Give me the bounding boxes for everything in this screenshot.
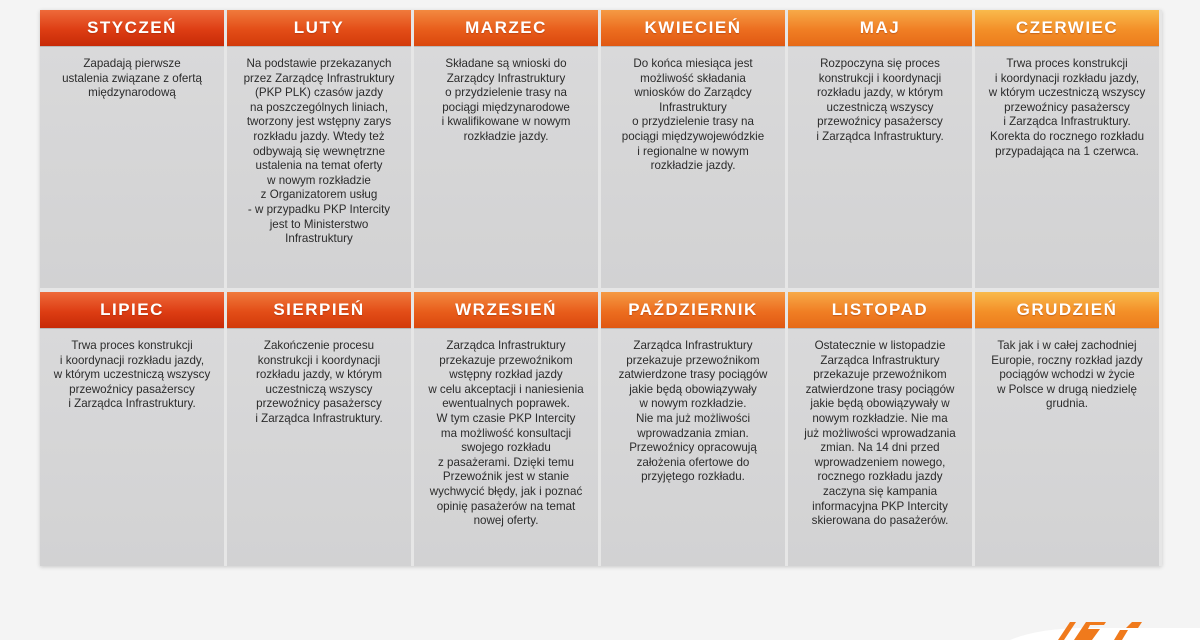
month-header-october: PAŹDZIERNIK (601, 292, 785, 328)
month-description-july: Trwa proces konstrukcji i koordynacji rozkładu jazdy, w którym uczestniczą wszyscy przewoźnicy pasażerscy i Zarządca Infrastruktury. (40, 328, 224, 566)
month-header-april: KWIECIEŃ (601, 10, 785, 46)
month-column-july (40, 292, 224, 566)
month-description-june: Trwa proces konstrukcji i koordynacji rozkładu jazdy, w którym uczestniczą wszyscy przewoźnicy pasażerscy i Zarządca Infrastruktury. Korekta do rocznego rozkładu przypadająca na 1 czerwca. (975, 46, 1159, 288)
month-column-january (40, 10, 224, 288)
month-header-november: LISTOPAD (788, 292, 972, 328)
month-header-june: CZERWIEC (975, 10, 1159, 46)
month-description-january: Zapadają pierwsze ustalenia związane z ofertą międzynarodową (40, 46, 224, 288)
month-column-august (227, 292, 411, 566)
month-description-september: Zarządca Infrastruktury przekazuje przewoźnikom wstępny rozkład jazdy w celu akceptacji i naniesienia ewentualnych poprawek. W tym czasie PKP Intercity ma możliwość konsultacji swojego rozkładu z pasażerami. Dzięki temu Przewoźnik jest w stanie wychwycić błędy, jak i poznać opinię pasażerów na temat nowej oferty. (414, 328, 598, 566)
annual-timetable-calendar (40, 10, 1162, 566)
month-description-november: Ostatecznie w listopadzie Zarządca Infrastruktury przekazuje przewoźnikom zatwierdzone trasy pociągów jakie będą obowiązywały w nowym rozkładzie. Nie ma już możliwości wprowadzania zmian. Na 14 dni przed wprowadzeniem nowego, rocznego rozkładu jazdy zaczyna się kampania informacyjna PKP Intercity skierowana do pasażerów. (788, 328, 972, 566)
brand-logo-icon (1010, 612, 1200, 640)
month-header-february: LUTY (227, 10, 411, 46)
month-description-february: Na podstawie przekazanych przez Zarządcę Infrastruktury (PKP PLK) czasów jazdy na poszczególnych liniach, tworzony jest wstępny zarys rozkładu jazdy. Wtedy też odbywają się wewnętrzne ustalenia na temat oferty w nowym rozkładzie z Organizatorem usług - w przypadku PKP Intercity jest to Ministerstwo Infrastruktury (227, 46, 411, 288)
month-header-january: STYCZEŃ (40, 10, 224, 46)
month-header-july: LIPIEC (40, 292, 224, 328)
month-description-october: Zarządca Infrastruktury przekazuje przewoźnikom zatwierdzone trasy pociągów jakie będą obowiązywały w nowym rozkładzie. Nie ma już możliwości wprowadzania zmian. Przewoźnicy opracowują założenia ofertowe do przyjętego rozkładu. (601, 328, 785, 566)
month-column-october (601, 292, 785, 566)
month-column-april (601, 10, 785, 288)
month-column-september (414, 292, 598, 566)
month-column-march (414, 10, 598, 288)
month-column-february (227, 10, 411, 288)
month-description-may: Rozpoczyna się proces konstrukcji i koordynacji rozkładu jazdy, w którym uczestniczą wszyscy przewoźnicy pasażerscy i Zarządca Infrastruktury. (788, 46, 972, 288)
calendar-row-january-june (40, 10, 1162, 288)
month-header-may: MAJ (788, 10, 972, 46)
month-description-december: Tak jak i w całej zachodniej Europie, roczny rozkład jazdy pociągów wchodzi w życie w Polsce w drugą niedzielę grudnia. (975, 328, 1159, 566)
month-header-august: SIERPIEŃ (227, 292, 411, 328)
month-column-june (975, 10, 1159, 288)
calendar-row-july-december (40, 292, 1162, 566)
month-column-december (975, 292, 1159, 566)
month-description-april: Do końca miesiąca jest możliwość składania wniosków do Zarządcy Infrastruktury o przydzielenie trasy na pociągi międzywojewódzkie i regionalne w nowym rozkładzie jazdy. (601, 46, 785, 288)
month-header-december: GRUDZIEŃ (975, 292, 1159, 328)
month-description-august: Zakończenie procesu konstrukcji i koordynacji rozkładu jazdy, w którym uczestniczą wszyscy przewoźnicy pasażerscy i Zarządca Infrastruktury. (227, 328, 411, 566)
month-header-march: MARZEC (414, 10, 598, 46)
month-column-may (788, 10, 972, 288)
month-description-march: Składane są wnioski do Zarządcy Infrastruktury o przydzielenie trasy na pociągi międzynarodowe i kwalifikowane w nowym rozkładzie jazdy. (414, 46, 598, 288)
month-header-september: WRZESIEŃ (414, 292, 598, 328)
month-column-november (788, 292, 972, 566)
